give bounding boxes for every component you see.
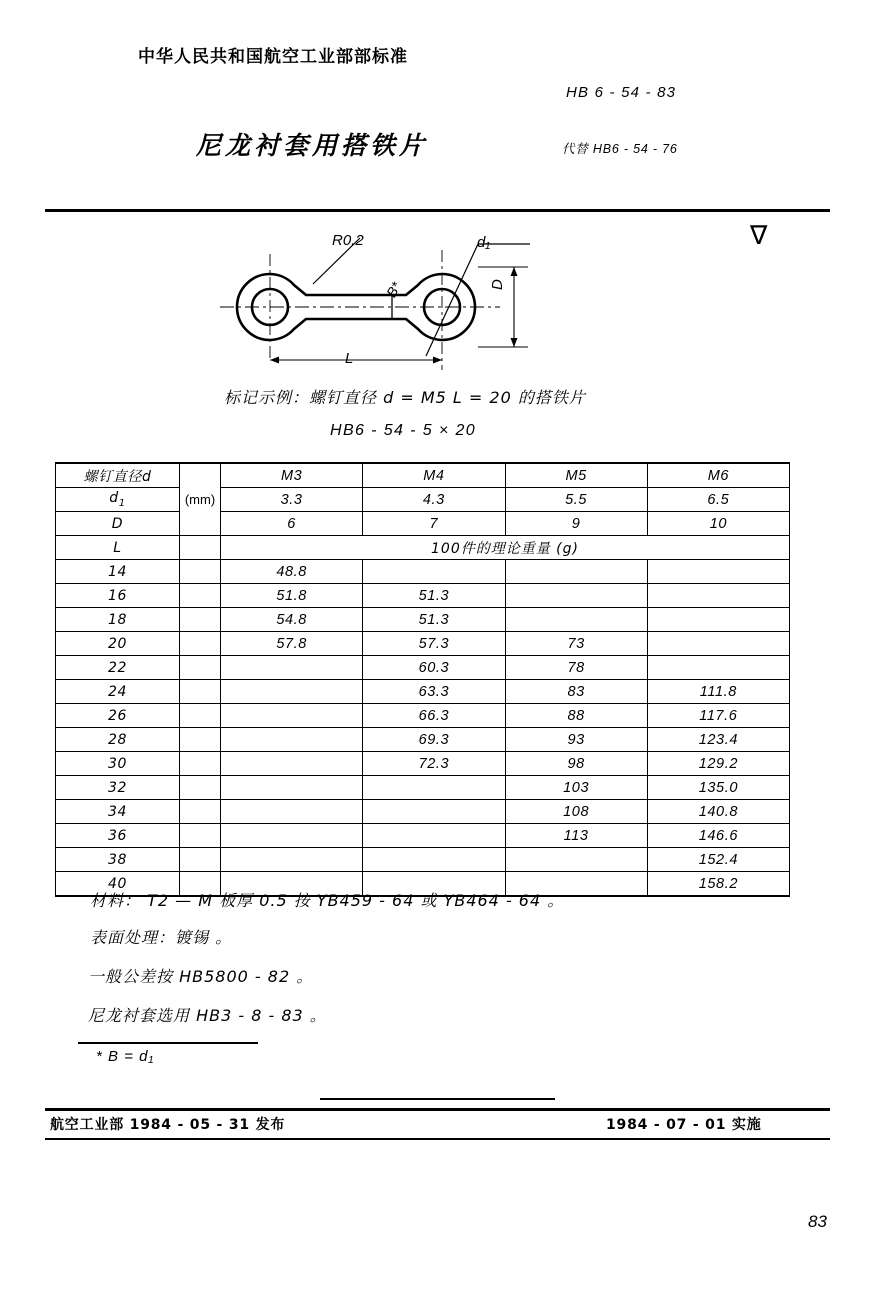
weight-value-m5: 108	[505, 800, 647, 824]
table-row	[56, 608, 790, 632]
weight-value-m3: 57.8	[221, 632, 363, 656]
table-row	[56, 584, 790, 608]
weight-value-m3	[221, 776, 363, 800]
screw-size-m3: M3	[221, 463, 363, 488]
weight-value-m6: 135.0	[647, 776, 789, 800]
weight-value-m6: 152.4	[647, 848, 789, 872]
length-value: 36	[56, 824, 180, 848]
weight-value-m3	[221, 800, 363, 824]
table-row-d1	[56, 488, 790, 512]
weight-value-m3	[221, 848, 363, 872]
weight-header-label: 100件的理论重量 (g)	[221, 536, 790, 560]
unit-spacer-cell	[180, 776, 221, 800]
weight-value-m6	[647, 656, 789, 680]
weight-value-m5: 83	[505, 680, 647, 704]
unit-spacer-cell	[180, 584, 221, 608]
weight-value-m4: 63.3	[363, 680, 505, 704]
footer-divider-top	[45, 1108, 830, 1111]
screw-size-m4: M4	[363, 463, 505, 488]
footnote-divider	[78, 1042, 258, 1044]
weight-value-m4	[363, 848, 505, 872]
weight-value-m6: 129.2	[647, 752, 789, 776]
weight-value-m5	[505, 560, 647, 584]
weight-value-m5	[505, 848, 647, 872]
d1-value-m4: 4.3	[363, 488, 505, 512]
note-general-tolerance: 一般公差按 HB5800 - 82 。	[88, 967, 314, 986]
table-row-weight-header	[56, 536, 790, 560]
unit-spacer-cell	[180, 560, 221, 584]
screw-size-m5: M5	[505, 463, 647, 488]
weight-value-m4: 72.3	[363, 752, 505, 776]
replaces-standard: 代替 HB6 - 54 - 76	[562, 142, 678, 156]
length-value: 14	[56, 560, 180, 584]
unit-spacer-cell	[180, 608, 221, 632]
note-surface-treatment: 表面处理：镀锡 。	[90, 928, 233, 947]
weight-value-m6	[647, 608, 789, 632]
table-row-D	[56, 512, 790, 536]
D-dimension-label: D	[489, 279, 506, 290]
weight-value-m6: 123.4	[647, 728, 789, 752]
D-value-m4: 7	[363, 512, 505, 536]
weight-value-m5: 113	[505, 824, 647, 848]
header-divider	[45, 209, 830, 212]
weight-value-m3	[221, 656, 363, 680]
weight-value-m4	[363, 560, 505, 584]
length-value: 30	[56, 752, 180, 776]
note-material: 材料： T2 — M 板厚 0.5 按 YB459 - 64 或 YB464 - 64 。	[90, 891, 565, 910]
page-number: 83	[808, 1212, 827, 1231]
table-row	[56, 848, 790, 872]
length-value: 34	[56, 800, 180, 824]
unit-spacer-cell	[180, 848, 221, 872]
unit-spacer-cell	[180, 728, 221, 752]
unit-spacer-cell	[180, 536, 221, 560]
length-value: 16	[56, 584, 180, 608]
table-row	[56, 560, 790, 584]
effective-date: 1984 - 07 - 01 实施	[606, 1117, 762, 1133]
unit-spacer-cell	[180, 824, 221, 848]
length-value: 32	[56, 776, 180, 800]
weight-value-m4: 51.3	[363, 584, 505, 608]
unit-spacer-cell	[180, 656, 221, 680]
length-value: 24	[56, 680, 180, 704]
weight-value-m3	[221, 680, 363, 704]
marking-example-line1: 标记示例：螺钉直径 d = M5 L = 20 的搭铁片	[224, 388, 586, 407]
weight-value-m6: 158.2	[647, 872, 789, 897]
table-row	[56, 752, 790, 776]
weight-value-m4: 60.3	[363, 656, 505, 680]
length-value: 40	[56, 872, 180, 897]
table-row	[56, 728, 790, 752]
table-row	[56, 824, 790, 848]
weight-value-m4: 51.3	[363, 608, 505, 632]
weight-value-m3: 51.8	[221, 584, 363, 608]
weight-value-m5: 73	[505, 632, 647, 656]
weight-value-m5: 103	[505, 776, 647, 800]
weight-value-m6	[647, 560, 789, 584]
weight-value-m3	[221, 824, 363, 848]
weight-value-m3	[221, 704, 363, 728]
weight-value-m6	[647, 632, 789, 656]
weight-value-m4	[363, 824, 505, 848]
weight-value-m4: 66.3	[363, 704, 505, 728]
weight-value-m5: 88	[505, 704, 647, 728]
weight-value-m4: 57.3	[363, 632, 505, 656]
d1-dimension-label: d₁	[477, 234, 491, 251]
weight-value-m6: 117.6	[647, 704, 789, 728]
dimensions-weight-table	[55, 462, 790, 897]
page-title: 尼龙衬套用搭铁片	[196, 131, 429, 160]
screw-size-m6: M6	[647, 463, 789, 488]
D-value-m5: 9	[505, 512, 647, 536]
table-row	[56, 776, 790, 800]
table-row	[56, 800, 790, 824]
length-value: 18	[56, 608, 180, 632]
table-row-screw-diameter	[56, 463, 790, 488]
issue-date: 航空工业部 1984 - 05 - 31 发布	[50, 1117, 286, 1133]
unit-cell: (mm)	[180, 463, 221, 536]
part-technical-drawing	[210, 222, 550, 382]
note-nylon-bushing: 尼龙衬套选用 HB3 - 8 - 83 。	[88, 1006, 327, 1025]
B-dimension-label: B*	[383, 279, 405, 300]
weight-value-m6: 140.8	[647, 800, 789, 824]
issuing-ministry: 中华人民共和国航空工业部部标准	[138, 47, 408, 67]
roughness-label: R0.2	[332, 232, 364, 249]
standard-number: HB 6 - 54 - 83	[566, 84, 677, 101]
length-value: 26	[56, 704, 180, 728]
L-dimension-label: L	[345, 350, 354, 367]
table-row	[56, 632, 790, 656]
unit-spacer-cell	[180, 680, 221, 704]
row-label-D: D	[56, 512, 180, 536]
weight-value-m5	[505, 608, 647, 632]
weight-rows-body	[56, 560, 790, 897]
weight-value-m3	[221, 752, 363, 776]
d1-value-m5: 5.5	[505, 488, 647, 512]
unit-spacer-cell	[180, 800, 221, 824]
weight-value-m5: 93	[505, 728, 647, 752]
surface-finish-icon: ∇	[750, 220, 768, 250]
footnote-B-equals-d1: * B = d₁	[96, 1048, 155, 1065]
weight-value-m3: 54.8	[221, 608, 363, 632]
d1-value-m3: 3.3	[221, 488, 363, 512]
table-row	[56, 656, 790, 680]
length-value: 28	[56, 728, 180, 752]
unit-spacer-cell	[180, 752, 221, 776]
D-value-m3: 6	[221, 512, 363, 536]
footer-short-divider	[320, 1098, 555, 1100]
d1-value-m6: 6.5	[647, 488, 789, 512]
weight-value-m3	[221, 728, 363, 752]
weight-value-m3: 48.8	[221, 560, 363, 584]
weight-value-m4	[363, 800, 505, 824]
weight-value-m6	[647, 584, 789, 608]
D-value-m6: 10	[647, 512, 789, 536]
table-row	[56, 704, 790, 728]
table-row	[56, 680, 790, 704]
length-value: 20	[56, 632, 180, 656]
row-label-d1: $d_1$	[56, 488, 180, 512]
weight-value-m5: 78	[505, 656, 647, 680]
row-label-L: L	[56, 536, 180, 560]
weight-value-m4: 69.3	[363, 728, 505, 752]
marking-example-designation: HB6 - 54 - 5 × 20	[330, 422, 477, 439]
length-value: 22	[56, 656, 180, 680]
weight-value-m6: 111.8	[647, 680, 789, 704]
row-label-screw-diameter: 螺钉直径d	[56, 463, 180, 488]
length-value: 38	[56, 848, 180, 872]
weight-value-m4	[363, 776, 505, 800]
weight-value-m6: 146.6	[647, 824, 789, 848]
unit-spacer-cell	[180, 704, 221, 728]
unit-spacer-cell	[180, 632, 221, 656]
footer-divider-bottom	[45, 1138, 830, 1140]
weight-value-m5: 98	[505, 752, 647, 776]
weight-value-m5	[505, 584, 647, 608]
